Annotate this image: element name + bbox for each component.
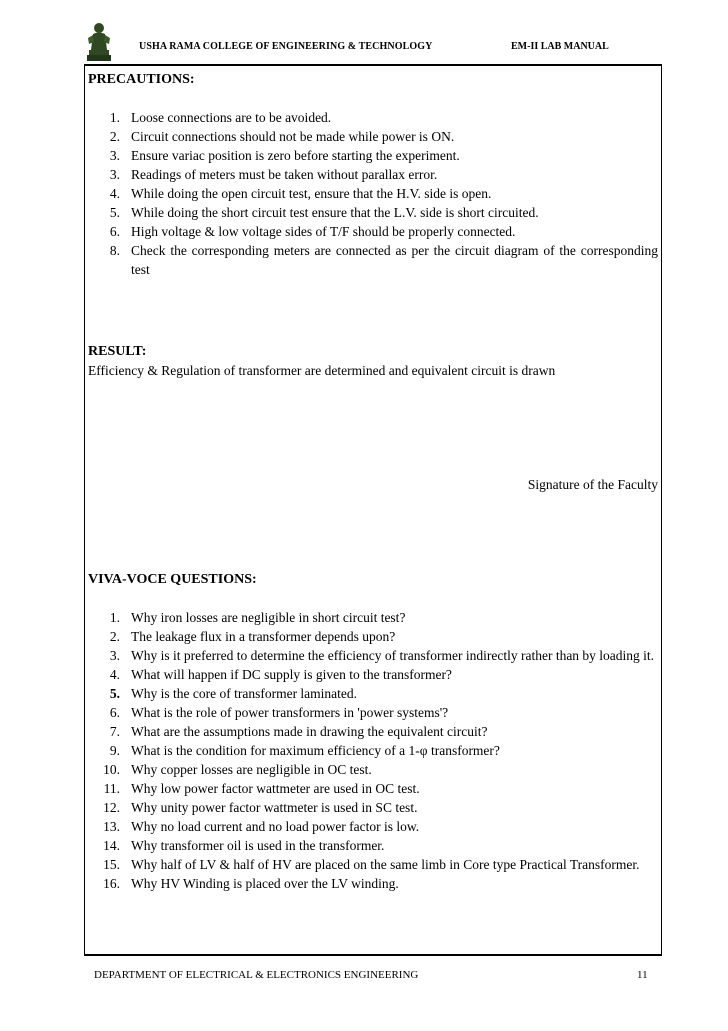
list-item: 1. Loose connections are to be avoided. — [109, 110, 332, 125]
faculty-signature-label: Signature of the Faculty — [527, 477, 658, 492]
list-item: 16. Why HV Winding is placed over the LV winding. — [103, 876, 399, 891]
precautions-heading: PRECAUTIONS: — [88, 72, 195, 87]
result-heading: RESULT: — [88, 344, 147, 359]
list-item: 6. High voltage & low voltage sides of T/F should be properly connected. — [109, 224, 516, 239]
list-item: 13. Why no load current and no load power factor is low. — [103, 819, 420, 834]
list-item: 14. Why transformer oil is used in the transformer. — [103, 838, 385, 853]
manual-title: EM-II LAB MANUAL — [511, 41, 609, 52]
viva-heading: VIVA-VOCE QUESTIONS: — [88, 572, 257, 587]
list-item: 3. Ensure variac position is zero before starting the experiment. — [109, 148, 460, 163]
list-item: 5. While doing the short circuit test ensure that the L.V. side is short circuited. — [109, 205, 539, 220]
list-item: 7. What are the assumptions made in drawing the equivalent circuit? — [109, 724, 488, 739]
footer-department: DEPARTMENT OF ELECTRICAL & ELECTRONICS ENGINEERING — [94, 969, 419, 981]
list-item: 6. What is the role of power transformers in 'power systems'? — [109, 705, 449, 720]
result-text: Efficiency & Regulation of transformer are determined and equivalent circuit is drawn — [88, 363, 556, 378]
college-name: USHA RAMA COLLEGE OF ENGINEERING & TECHNOLOGY — [139, 41, 433, 52]
list-item: 15. Why half of LV & half of HV are placed on the same limb in Core type Practical Transformer. — [103, 857, 640, 872]
list-item: 4. What will happen if DC supply is given to the transformer? — [109, 667, 452, 682]
page-number: 11 — [637, 969, 648, 981]
list-item: 10. Why copper losses are negligible in OC test. — [103, 762, 372, 777]
precautions-list — [88, 108, 658, 279]
list-item: 9. What is the condition for maximum efficiency of a 1-φ transformer? — [109, 743, 500, 758]
list-item: 1. Why iron losses are negligible in short circuit test? — [109, 610, 406, 625]
list-item: 4. While doing the open circuit test, ensure that the H.V. side is open. — [109, 186, 492, 201]
page-header — [0, 0, 728, 64]
page-content — [88, 70, 658, 893]
list-item: 12. Why unity power factor wattmeter is used in SC test. — [103, 800, 418, 815]
list-item: 2. The leakage flux in a transformer depends upon? — [109, 629, 396, 644]
list-item: 8. Check the corresponding meters are connected as per the circuit diagram of the corresponding test — [109, 243, 658, 277]
list-item: 3. Readings of meters must be taken without parallax error. — [109, 167, 438, 182]
college-logo-icon — [84, 22, 114, 62]
footer-divider — [84, 955, 662, 956]
list-item: 11. Why low power factor wattmeter are used in OC test. — [103, 781, 420, 796]
list-item: 5. Why is the core of transformer laminated. — [109, 686, 358, 701]
viva-list — [88, 608, 658, 893]
list-item: 2. Circuit connections should not be made while power is ON. — [109, 129, 455, 144]
list-item: 3. Why is it preferred to determine the efficiency of transformer indirectly rather than by loading it. — [109, 648, 655, 663]
